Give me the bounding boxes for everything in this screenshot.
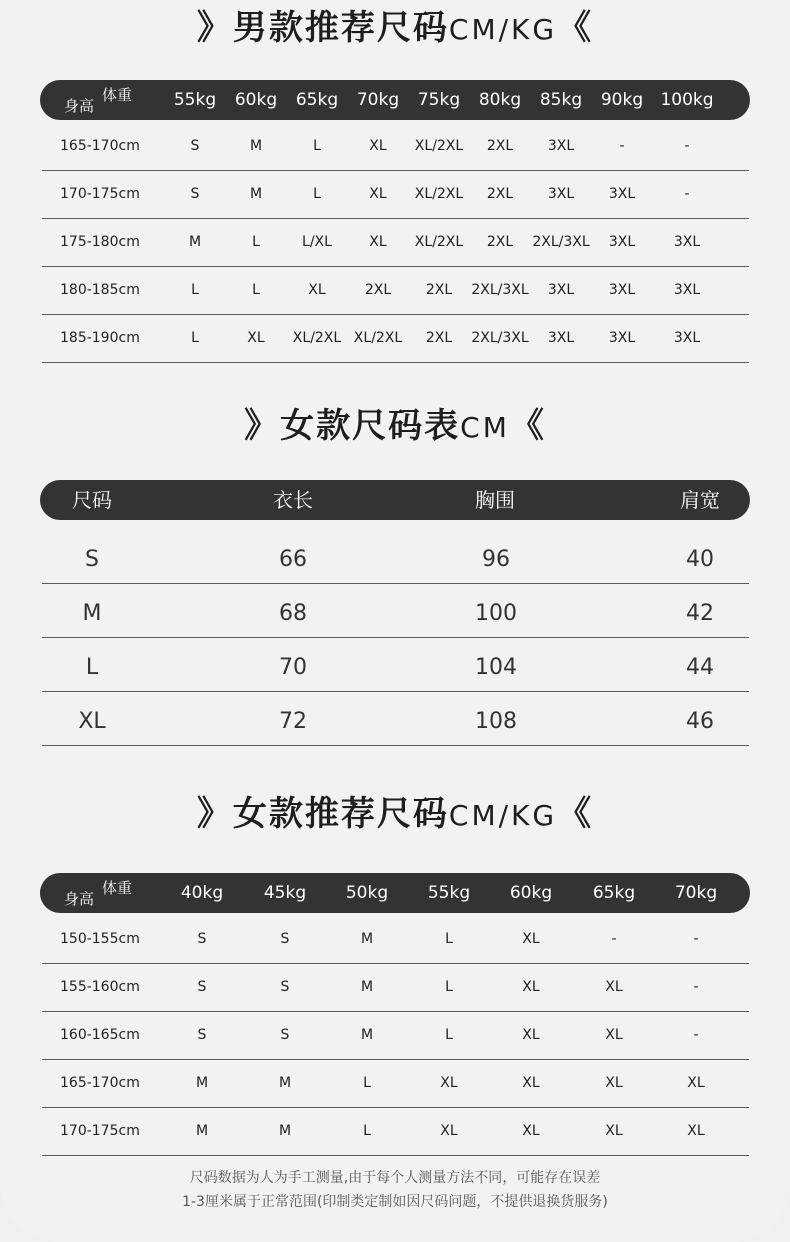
height-cell: 175-180cm [60,234,140,250]
men-rec-title-unit: CM/KG [448,13,558,46]
table-row [42,123,749,171]
women-rec-corner [62,873,142,913]
size-value-cell: XL [78,709,106,734]
size-cell: M [195,1075,209,1091]
size-cell: L [252,282,260,298]
size-cell: XL [369,138,387,154]
size-value-cell: 46 [686,709,714,734]
footnote-line-1: 尺码数据为人为手工测量,由于每个人测量方法不同，可能存在误差 [189,1170,601,1186]
size-cell: - [684,138,690,154]
height-cell: 155-160cm [60,979,140,995]
size-cell: XL/2XL [414,234,464,250]
size-cell: M [360,1027,374,1043]
table-row [42,267,749,315]
women-rec-title [0,786,790,835]
table-row [42,1108,749,1156]
table-row [42,1060,749,1108]
size-cell: S [197,1027,207,1043]
size-cell: XL [522,1123,540,1139]
women-rec-title-end: 《 [557,794,594,834]
weight-col-header: 65kg [592,883,636,903]
table-row [42,219,749,267]
size-cell: 2XL/3XL [532,234,590,250]
size-cell: 3XL [608,282,636,298]
size-value-cell: 96 [482,547,510,572]
corner-weight-label: 体重 [102,879,133,897]
size-cell: 3XL [547,186,575,202]
size-cell: S [197,931,207,947]
size-cell: XL [687,1075,705,1091]
weight-col-header: 100kg [660,90,714,110]
size-value-cell: 72 [279,709,307,734]
women-size-header-size: 尺码 [72,488,112,512]
size-cell: M [249,186,263,202]
size-cell: XL [369,234,387,250]
women-size-header-bar [40,480,750,520]
size-cell: XL [605,1075,623,1091]
size-cell: L [252,234,260,250]
men-rec-header-bar [40,80,750,120]
size-cell: S [197,979,207,995]
table-row [42,692,749,746]
height-cell: 165-170cm [60,138,140,154]
weight-col-header: 65kg [295,90,339,110]
women-size-header-chest: 胸围 [475,488,515,512]
size-cell: 3XL [547,330,575,346]
women-size-title-end: 《 [509,406,546,446]
size-value-cell: 44 [686,655,714,680]
size-cell: XL [308,282,326,298]
size-cell: XL [247,330,265,346]
weight-col-header: 40kg [180,883,224,903]
size-cell: XL [522,931,540,947]
women-rec-title-main: 》女款推荐尺码 [196,794,449,834]
weight-col-header: 60kg [234,90,278,110]
weight-col-header: 70kg [356,90,400,110]
size-cell: L [313,186,321,202]
size-cell: 3XL [673,234,701,250]
size-cell: S [280,931,290,947]
size-cell: 3XL [547,138,575,154]
women-size-title-main: 》女款尺码表 [244,406,461,446]
size-cell: L [363,1075,371,1091]
size-cell: 3XL [608,330,636,346]
size-cell: L [363,1123,371,1139]
height-cell: 160-165cm [60,1027,140,1043]
size-cell: M [278,1123,292,1139]
table-row [42,916,749,964]
size-cell: M [195,1123,209,1139]
size-cell: XL [687,1123,705,1139]
size-cell: L [445,931,453,947]
women-size-header-shoulder: 肩宽 [680,488,720,512]
men-rec-title [0,0,790,49]
size-cell: - [693,931,699,947]
size-cell: 2XL [364,282,392,298]
men-rec-title-main: 》男款推荐尺码 [196,8,449,48]
size-cell: - [619,138,625,154]
table-row [42,315,749,363]
size-value-cell: 68 [279,601,307,626]
corner-height-label: 身高 [64,890,95,908]
size-value-cell: S [85,547,99,572]
weight-col-header: 80kg [478,90,522,110]
size-cell: XL/2XL [414,138,464,154]
size-value-cell: 108 [475,709,517,734]
size-cell: 3XL [608,186,636,202]
size-cell: XL/2XL [353,330,403,346]
size-cell: XL [605,979,623,995]
size-value-cell: 100 [475,601,517,626]
size-cell: XL [522,1075,540,1091]
size-cell: 2XL/3XL [471,330,529,346]
size-cell: L [445,1027,453,1043]
size-cell: M [278,1075,292,1091]
size-cell: XL/2XL [292,330,342,346]
size-cell: XL [440,1075,458,1091]
weight-col-header: 55kg [173,90,217,110]
weight-col-header: 60kg [509,883,553,903]
size-cell: 3XL [608,234,636,250]
size-cell: L [191,282,199,298]
weight-col-header: 70kg [674,883,718,903]
size-value-cell: 70 [279,655,307,680]
size-cell: 2XL [486,138,514,154]
size-cell: 2XL [486,186,514,202]
men-rec-corner [62,80,142,120]
size-cell: XL [440,1123,458,1139]
women-rec-title-unit: CM/KG [448,799,558,832]
table-row [42,638,749,692]
size-cell: 3XL [547,282,575,298]
size-cell: XL [605,1123,623,1139]
size-value-cell: 104 [475,655,517,680]
size-cell: 3XL [673,330,701,346]
size-value-cell: L [85,655,99,680]
table-row [42,530,749,584]
footnote-line-2: 1-3厘米属于正常范围(印制类定制如因尺码问题，不提供退换货服务) [182,1194,608,1210]
size-cell: S [190,138,200,154]
women-size-title [0,398,790,447]
size-value-cell: M [82,601,102,626]
size-cell: M [249,138,263,154]
women-size-title-unit: CM [460,411,510,444]
table-row [42,171,749,219]
size-cell: L [445,979,453,995]
size-cell: - [684,186,690,202]
size-cell: XL/2XL [414,186,464,202]
size-cell: L [313,138,321,154]
corner-weight-label: 体重 [102,86,133,104]
size-cell: M [360,931,374,947]
size-cell: 2XL [425,282,453,298]
size-cell: S [190,186,200,202]
size-cell: L [191,330,199,346]
size-cell: XL [522,979,540,995]
size-cell: L/XL [302,234,332,250]
size-cell: S [280,1027,290,1043]
height-cell: 185-190cm [60,330,140,346]
weight-col-header: 90kg [600,90,644,110]
weight-col-header: 85kg [539,90,583,110]
height-cell: 180-185cm [60,282,140,298]
size-cell: 3XL [673,282,701,298]
size-cell: 2XL [486,234,514,250]
weight-col-header: 55kg [427,883,471,903]
size-cell: XL [605,1027,623,1043]
height-cell: 170-175cm [60,1123,140,1139]
size-cell: XL [522,1027,540,1043]
size-value-cell: 42 [686,601,714,626]
height-cell: 150-155cm [60,931,140,947]
height-cell: 165-170cm [60,1075,140,1091]
weight-col-header: 75kg [417,90,461,110]
weight-col-header: 50kg [345,883,389,903]
women-rec-header-bar [40,873,750,913]
size-cell: S [280,979,290,995]
size-cell: M [360,979,374,995]
table-row [42,584,749,638]
corner-height-label: 身高 [64,97,95,115]
height-cell: 170-175cm [60,186,140,202]
size-cell: M [188,234,202,250]
size-cell: XL [369,186,387,202]
size-value-cell: 40 [686,547,714,572]
table-row [42,1012,749,1060]
table-row [42,964,749,1012]
men-rec-title-end: 《 [557,8,594,48]
weight-col-header: 45kg [263,883,307,903]
size-cell: - [693,1027,699,1043]
size-cell: 2XL/3XL [471,282,529,298]
women-size-header-length: 衣长 [273,488,313,512]
size-cell: 2XL [425,330,453,346]
size-cell: - [693,979,699,995]
size-value-cell: 66 [279,547,307,572]
size-cell: - [611,931,617,947]
